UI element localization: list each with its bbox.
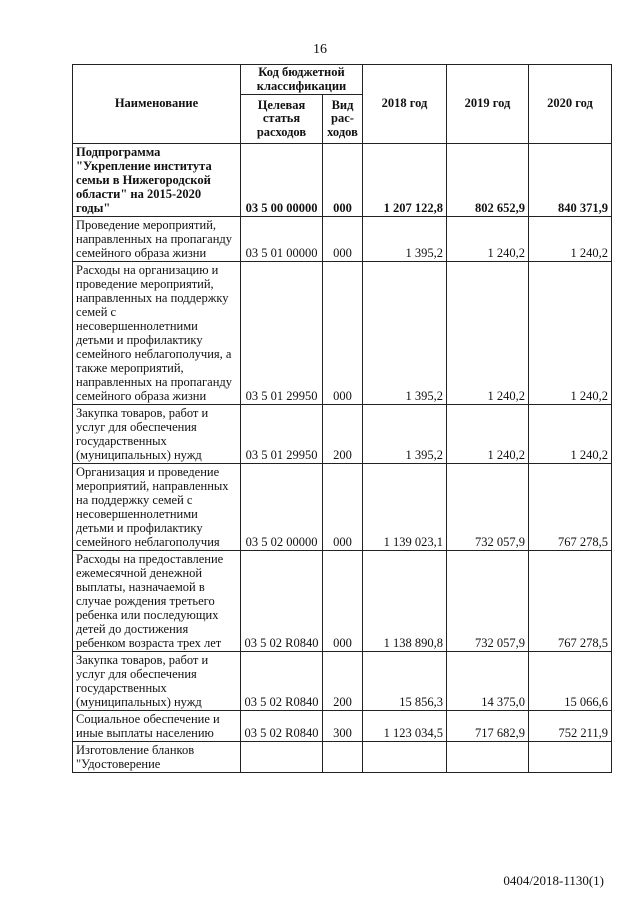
cell-2018: 1 138 890,8	[363, 551, 447, 652]
cell-2020: 767 278,5	[529, 551, 612, 652]
cell-2020: 15 066,6	[529, 652, 612, 711]
cell-2019: 1 240,2	[447, 405, 529, 464]
cell-name: Закупка товаров, работ и услуг для обеспечения государственных (муниципальных) нужд	[73, 405, 241, 464]
header-2018: 2018 год	[363, 65, 447, 144]
cell-name: Социальное обеспечение и иные выплаты населению	[73, 711, 241, 742]
header-expense-type: Вид рас-ходов	[323, 95, 363, 144]
header-code-group: Код бюджетной классификации	[241, 65, 363, 95]
cell-2019: 802 652,9	[447, 144, 529, 217]
cell-2018: 1 139 023,1	[363, 464, 447, 551]
cell-2020: 767 278,5	[529, 464, 612, 551]
cell-expense-type: 200	[323, 405, 363, 464]
cell-2020: 1 240,2	[529, 262, 612, 405]
cell-target-article: 03 5 01 00000	[241, 217, 323, 262]
cell-2018: 1 395,2	[363, 405, 447, 464]
cell-expense-type: 200	[323, 652, 363, 711]
cell-2018: 1 207 122,8	[363, 144, 447, 217]
cell-name: Изготовление бланков "Удостоверение	[73, 742, 241, 773]
cell-name: Расходы на организацию и проведение мероприятий, направленных на поддержку семей с несовершеннолетними детьми и профилактику семейного неблагополучия, а также мероприятий, направленных на пропаганду семейного образа жизни	[73, 262, 241, 405]
cell-expense-type: 000	[323, 262, 363, 405]
cell-target-article: 03 5 01 29950	[241, 262, 323, 405]
cell-expense-type: 000	[323, 551, 363, 652]
cell-2018: 1 395,2	[363, 262, 447, 405]
cell-2020: 840 371,9	[529, 144, 612, 217]
cell-expense-type: 000	[323, 217, 363, 262]
table-body	[73, 144, 612, 773]
cell-2018: 1 123 034,5	[363, 711, 447, 742]
table-row	[73, 217, 612, 262]
cell-2020: 1 240,2	[529, 405, 612, 464]
cell-2018	[363, 742, 447, 773]
cell-2019: 1 240,2	[447, 217, 529, 262]
cell-2019	[447, 742, 529, 773]
budget-table	[72, 64, 612, 773]
cell-2018: 15 856,3	[363, 652, 447, 711]
cell-2020: 1 240,2	[529, 217, 612, 262]
table-row	[73, 262, 612, 405]
page-number: 16	[313, 42, 327, 57]
cell-target-article: 03 5 00 00000	[241, 144, 323, 217]
cell-2018: 1 395,2	[363, 217, 447, 262]
table-row	[73, 551, 612, 652]
header-target-article: Целевая статья расходов	[241, 95, 323, 144]
cell-target-article: 03 5 02 R0840	[241, 711, 323, 742]
cell-2019: 732 057,9	[447, 464, 529, 551]
cell-name: Подпрограмма "Укрепление института семьи в Нижегородской области" на 2015-2020 годы"	[73, 144, 241, 217]
cell-target-article: 03 5 02 R0840	[241, 551, 323, 652]
header-row	[73, 65, 612, 95]
cell-expense-type: 000	[323, 144, 363, 217]
cell-expense-type: 300	[323, 711, 363, 742]
cell-name: Расходы на предоставление ежемесячной денежной выплаты, назначаемой в случае рождения третьего ребенка или последующих детей до достижения ребенком возраста трех лет	[73, 551, 241, 652]
cell-target-article: 03 5 01 29950	[241, 405, 323, 464]
cell-2020	[529, 742, 612, 773]
cell-2019: 14 375,0	[447, 652, 529, 711]
table-row	[73, 711, 612, 742]
cell-2020: 752 211,9	[529, 711, 612, 742]
cell-target-article	[241, 742, 323, 773]
document-code: 0404/2018-1130(1)	[503, 873, 604, 888]
header-2019: 2019 год	[447, 65, 529, 144]
header-name: Наименование	[73, 65, 241, 144]
cell-2019: 732 057,9	[447, 551, 529, 652]
cell-name: Закупка товаров, работ и услуг для обеспечения государственных (муниципальных) нужд	[73, 652, 241, 711]
cell-target-article: 03 5 02 00000	[241, 464, 323, 551]
cell-2019: 1 240,2	[447, 262, 529, 405]
table-row	[73, 144, 612, 217]
table-row	[73, 652, 612, 711]
cell-target-article: 03 5 02 R0840	[241, 652, 323, 711]
cell-2019: 717 682,9	[447, 711, 529, 742]
header-2020: 2020 год	[529, 65, 612, 144]
cell-name: Организация и проведение мероприятий, направленных на поддержку семей с несовершеннолетними детьми и профилактику семейного неблагополучия	[73, 464, 241, 551]
cell-name: Проведение мероприятий, направленных на пропаганду семейного образа жизни	[73, 217, 241, 262]
table-row	[73, 742, 612, 773]
table-row	[73, 464, 612, 551]
cell-expense-type	[323, 742, 363, 773]
table-row	[73, 405, 612, 464]
cell-expense-type: 000	[323, 464, 363, 551]
